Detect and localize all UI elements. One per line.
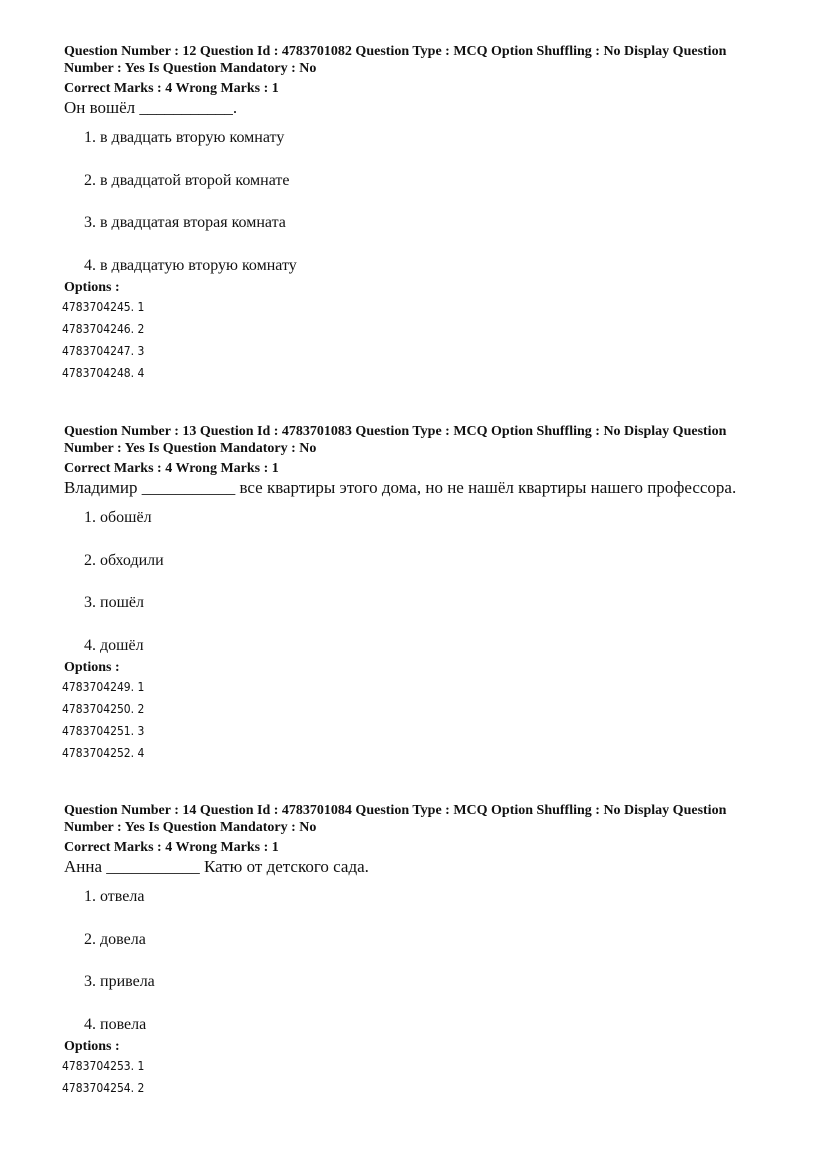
option-id-row: 4783704252. 4 — [62, 745, 145, 760]
question-stem: Анна ___________ Катю от детского сада. — [64, 857, 369, 876]
answer-choices — [64, 128, 784, 276]
question-meta-line: Number : Yes Is Question Mandatory : No — [64, 441, 317, 456]
question-marks: Correct Marks : 4 Wrong Marks : 1 — [64, 840, 279, 855]
question-meta-line: Number : Yes Is Question Mandatory : No — [64, 61, 317, 76]
option-id-row: 4783704254. 2 — [62, 1080, 145, 1095]
question-marks: Correct Marks : 4 Wrong Marks : 1 — [64, 461, 279, 476]
answer-choice: 4. дошёл — [84, 636, 144, 654]
answer-choice: 3. пошёл — [84, 594, 144, 611]
question-stem: Он вошёл ___________. — [64, 98, 238, 117]
answer-choice: 4. в двадцатую вторую комнату — [84, 256, 297, 274]
question-meta-line: Question Number : 12 Question Id : 4783701082 Question Type : MCQ Option Shuffling : No Display Question — [64, 44, 727, 59]
question-meta-line: Number : Yes Is Question Mandatory : No — [64, 820, 317, 835]
answer-choice: 2. в двадцатой второй комнате — [84, 171, 290, 189]
answer-choice: 2. довела — [84, 930, 146, 948]
option-id-row: 4783704253. 1 — [62, 1058, 145, 1073]
question-meta-line: Question Number : 13 Question Id : 4783701083 Question Type : MCQ Option Shuffling : No Display Question — [64, 424, 727, 439]
option-id-row: 4783704250. 2 — [62, 701, 145, 716]
answer-choices — [64, 887, 784, 1035]
question-block — [64, 43, 784, 384]
option-id-row: 4783704246. 2 — [62, 321, 145, 336]
options-heading: Options : — [64, 659, 120, 675]
question-meta-line: Question Number : 14 Question Id : 4783701084 Question Type : MCQ Option Shuffling : No Display Question — [64, 803, 727, 818]
option-id-row: 4783704247. 3 — [62, 343, 145, 358]
option-id-row: 4783704245. 1 — [62, 299, 145, 314]
options-heading: Options : — [64, 279, 120, 295]
answer-choice: 3. в двадцатая вторая комната — [84, 214, 286, 231]
option-id-row: 4783704251. 3 — [62, 723, 145, 738]
answer-choice: 2. обходили — [84, 551, 164, 569]
answer-choice: 1. отвела — [84, 888, 145, 905]
answer-choice: 3. привела — [84, 973, 155, 990]
answer-choice: 1. обошёл — [84, 509, 152, 526]
answer-choices — [64, 508, 784, 656]
option-id-row: 4783704249. 1 — [62, 679, 145, 694]
question-block — [64, 423, 784, 764]
question-stem: Владимир ___________ все квартиры этого дома, но не нашёл квартиры нашего профессора. — [64, 478, 737, 497]
question-marks: Correct Marks : 4 Wrong Marks : 1 — [64, 81, 279, 96]
answer-choice: 4. повела — [84, 1015, 147, 1033]
question-block — [64, 802, 784, 1099]
answer-choice: 1. в двадцать вторую комнату — [84, 129, 285, 146]
options-heading: Options : — [64, 1038, 120, 1054]
option-id-row: 4783704248. 4 — [62, 365, 145, 380]
